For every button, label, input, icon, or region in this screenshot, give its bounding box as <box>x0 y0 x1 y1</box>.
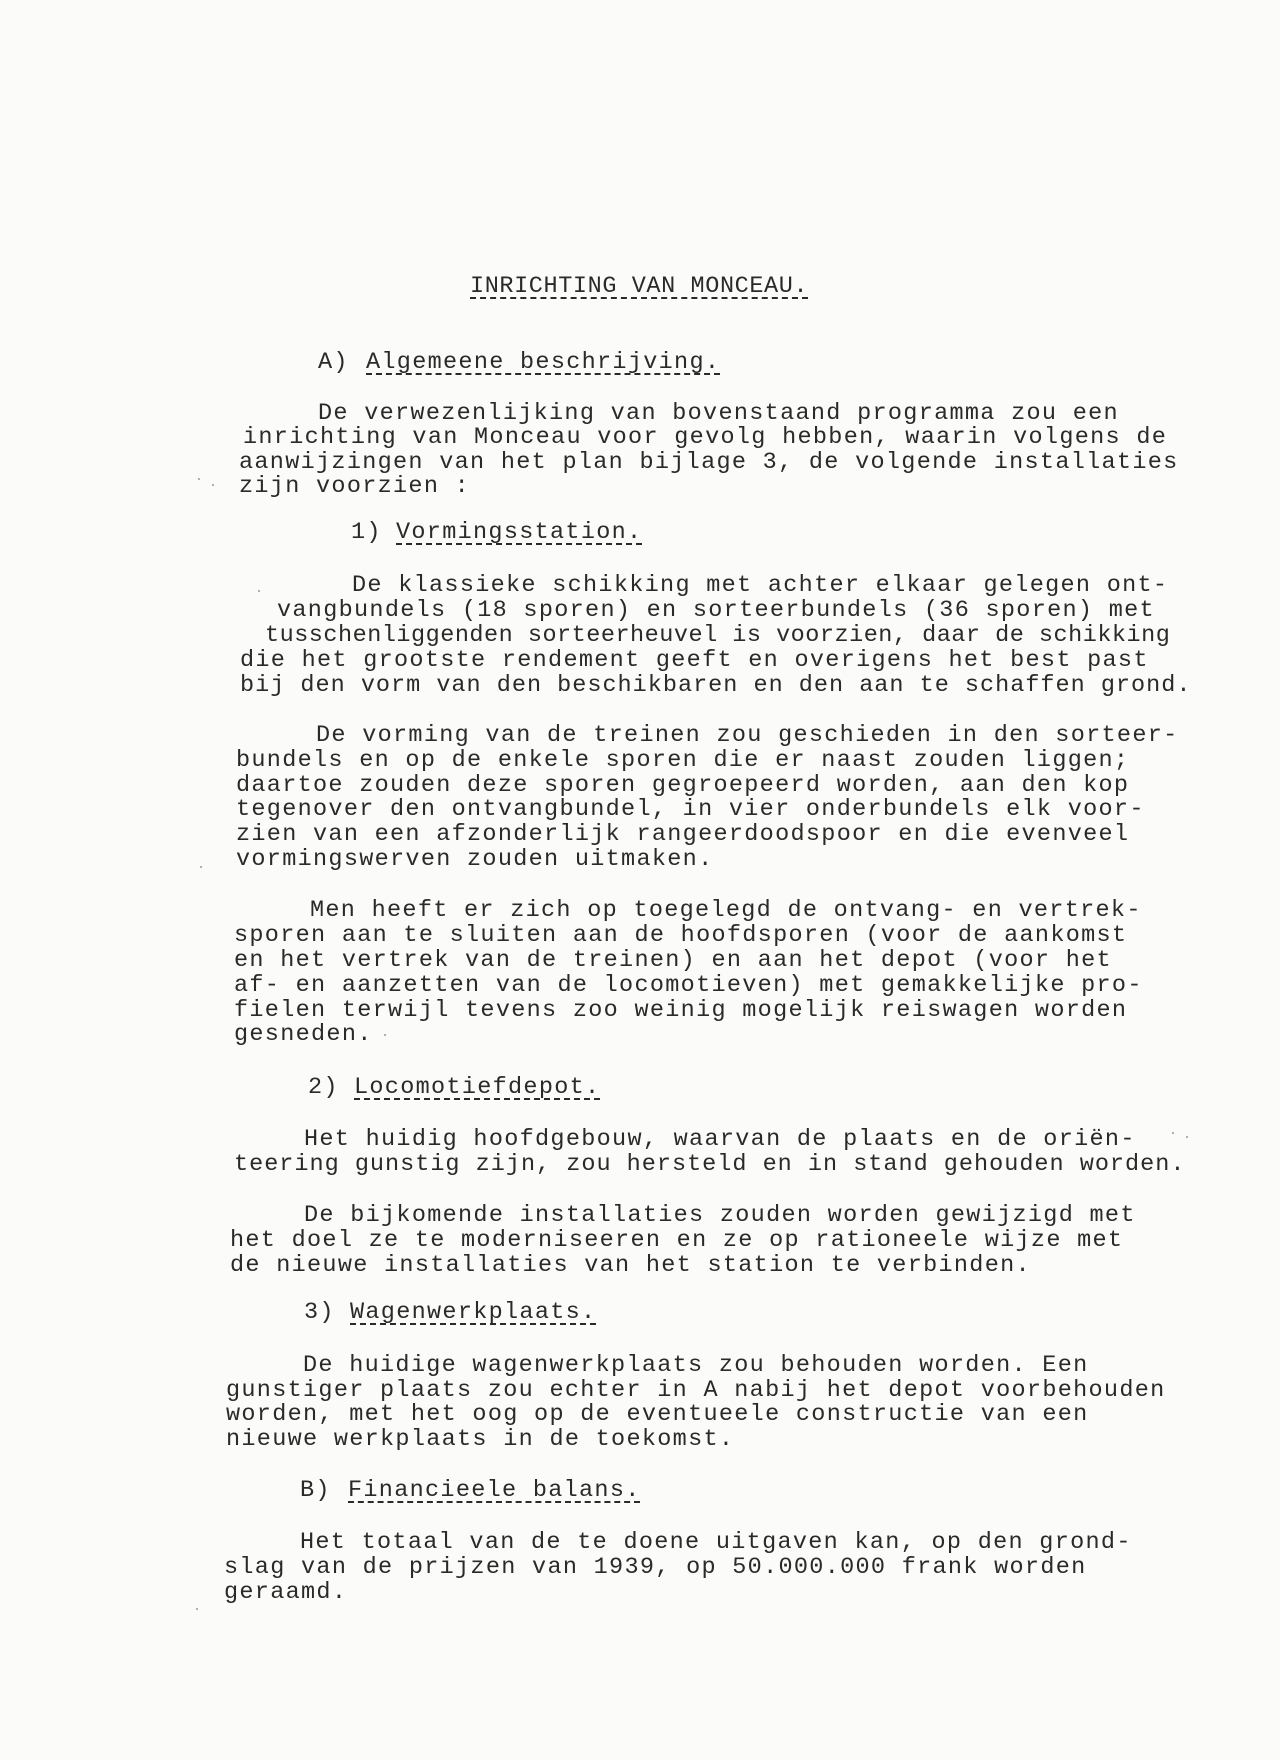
paragraph-line: tegenover den ontvangbundel, in vier onderbundels elk voor- <box>236 796 1145 823</box>
section-a-heading: Algemeene beschrijving. <box>366 349 721 376</box>
subsection-3-number: 3) <box>304 1299 335 1326</box>
paragraph-line: Het huidig hoofdgebouw, waarvan de plaats en de oriën- <box>304 1126 1136 1153</box>
paragraph-line: nieuwe werkplaats in de toekomst. <box>226 1426 735 1453</box>
paragraph-line: worden, met het oog op de eventueele constructie van een <box>226 1401 1089 1428</box>
scan-speck <box>200 866 202 868</box>
paragraph-line: bundels en op de enkele sporen die er naast zouden liggen; <box>236 747 1130 774</box>
page-title: INRICHTING VAN MONCEAU. <box>470 273 809 300</box>
paragraph-line: het doel ze te moderniseeren en ze op rationeele wijze met <box>230 1227 1124 1254</box>
paragraph-line: gunstiger plaats zou echter in A nabij het depot voorbehouden <box>226 1377 1166 1404</box>
paragraph-line: daartoe zouden deze sporen gegroepeerd worden, aan den kop <box>236 772 1130 799</box>
paragraph-line: bij den vorm van den beschikbaren en den aan te schaffen grond. <box>240 672 1192 699</box>
paragraph-line: De verwezenlijking van bovenstaand programma zou een <box>318 400 1119 427</box>
scan-speck <box>198 478 200 480</box>
section-b-number: B) <box>300 1477 331 1504</box>
paragraph-line: geraamd. <box>224 1579 348 1606</box>
subsection-1-number: 1) <box>351 519 382 546</box>
paragraph-line: De klassieke schikking met achter elkaar gelegen ont- <box>352 572 1169 599</box>
paragraph-line: de nieuwe installaties van het station te verbinden. <box>230 1252 1031 1279</box>
subsection-2-number: 2) <box>308 1074 339 1101</box>
paragraph-line: zijn voorzien : <box>239 473 471 500</box>
paragraph-line: die het grootste rendement geeft en overigens het best past <box>240 647 1149 674</box>
subsection-1-heading: Vormingsstation. <box>396 519 643 546</box>
paragraph-line: af- en aanzetten van de locomotieven) met gemakkelijke pro- <box>234 972 1143 999</box>
paragraph-line: sporen aan te sluiten aan de hoofdsporen (voor de aankomst <box>234 922 1128 949</box>
paragraph-line: De huidige wagenwerkplaats zou behouden worden. Een <box>303 1352 1089 1379</box>
scan-speck <box>258 590 260 592</box>
paragraph-line: De vorming van de treinen zou geschieden in den sorteer- <box>316 722 1179 749</box>
scan-speck <box>1172 1132 1174 1134</box>
section-b-heading: Financieele balans. <box>348 1477 641 1504</box>
section-a-number: A) <box>318 349 349 376</box>
scan-speck <box>1186 1136 1188 1138</box>
paragraph-line: en het vertrek van de treinen) en aan het depot (voor het <box>234 947 1112 974</box>
paragraph-line: teering gunstig zijn, zou hersteld en in stand gehouden worden. <box>234 1151 1186 1178</box>
paragraph-line: zien van een afzonderlijk rangeerdoodspoor en die evenveel <box>236 821 1130 848</box>
paragraph-line: Men heeft er zich op toegelegd de ontvang- en vertrek- <box>310 897 1142 924</box>
paragraph-line: fielen terwijl tevens zoo weinig mogelijk reiswagen worden <box>234 997 1128 1024</box>
paragraph-line: tusschenliggenden sorteerheuvel is voorzien, daar de schikking <box>265 622 1171 649</box>
subsection-3-heading: Wagenwerkplaats. <box>350 1299 597 1326</box>
paragraph-line: inrichting van Monceau voor gevolg hebben, waarin volgens de <box>243 424 1168 451</box>
paragraph-line: vormingswerven zouden uitmaken. <box>236 846 714 873</box>
scan-speck <box>212 484 214 486</box>
paragraph-line: Het totaal van de te doene uitgaven kan, op den grond- <box>300 1529 1132 1556</box>
paragraph-line: gesneden. <box>234 1021 373 1048</box>
scan-speck <box>196 1608 198 1610</box>
paragraph-line: vangbundels (18 sporen) en sorteerbundels (36 sporen) met <box>277 597 1155 624</box>
scan-speck <box>384 1034 386 1036</box>
paragraph-line: aanwijzingen van het plan bijlage 3, de volgende installaties <box>239 449 1179 476</box>
subsection-2-heading: Locomotiefdepot. <box>354 1074 601 1101</box>
paragraph-line: slag van de prijzen van 1939, op 50.000.000 frank worden <box>224 1554 1087 1581</box>
paragraph-line: De bijkomende installaties zouden worden gewijzigd met <box>304 1202 1136 1229</box>
